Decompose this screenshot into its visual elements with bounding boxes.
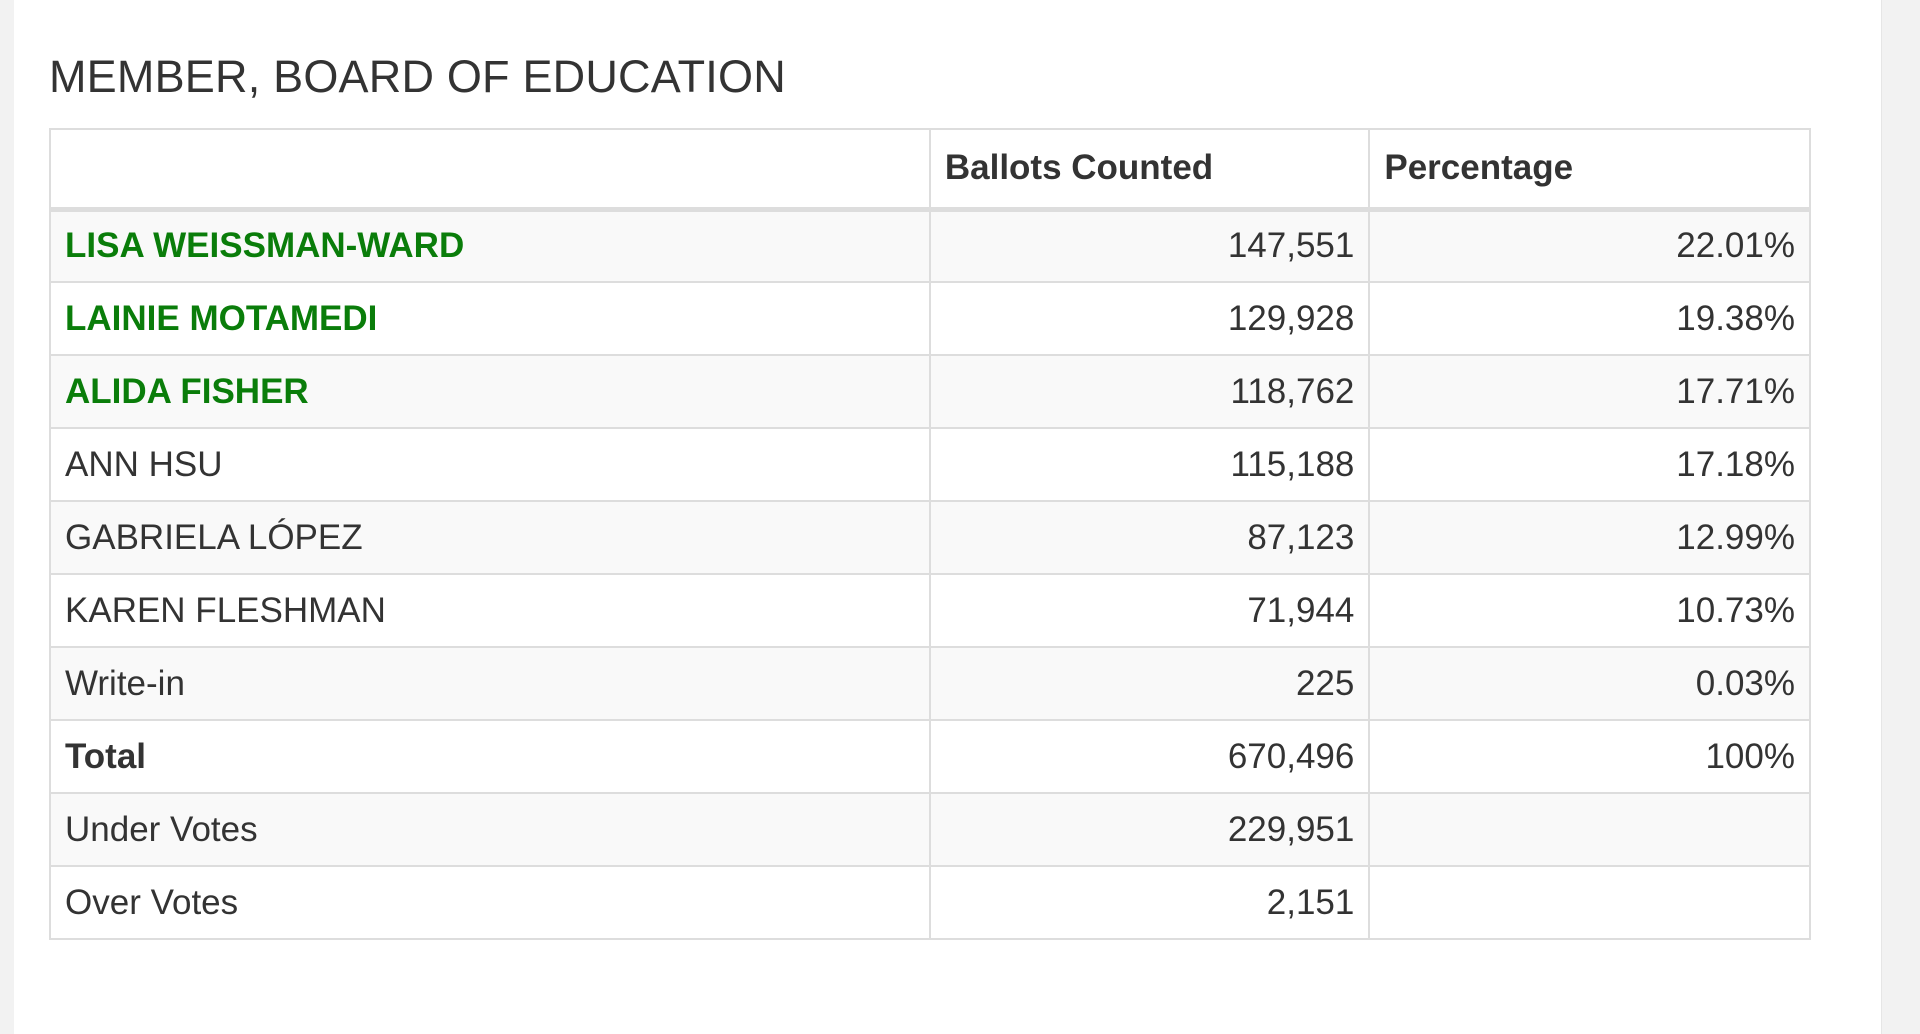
candidate-row: [50, 282, 1810, 355]
under-votes-label: Under Votes: [50, 793, 930, 866]
total-percentage: 100%: [1369, 720, 1810, 793]
candidate-row: [50, 647, 1810, 720]
percentage: 0.03%: [1369, 647, 1810, 720]
ballots-counted: 71,944: [930, 574, 1370, 647]
under-votes-ballots: 229,951: [930, 793, 1370, 866]
candidate-name: KAREN FLESHMAN: [50, 574, 930, 647]
total-ballots: 670,496: [930, 720, 1370, 793]
ballots-counted: 129,928: [930, 282, 1370, 355]
percentage: 22.01%: [1369, 209, 1810, 282]
ballots-counted: 115,188: [930, 428, 1370, 501]
over-votes-percentage: [1369, 866, 1810, 939]
ballots-counted: 118,762: [930, 355, 1370, 428]
candidate-name: ANN HSU: [50, 428, 930, 501]
ballots-counted: 147,551: [930, 209, 1370, 282]
over-votes-ballots: 2,151: [930, 866, 1370, 939]
under-votes-percentage: [1369, 793, 1810, 866]
candidate-name: LISA WEISSMAN-WARD: [50, 209, 930, 282]
over-votes-row: [50, 866, 1810, 939]
left-gutter: [0, 0, 14, 1034]
column-header-ballots-counted: Ballots Counted: [930, 129, 1370, 209]
ballots-counted: 225: [930, 647, 1370, 720]
contest-section: [49, 0, 1811, 922]
results-table: [49, 128, 1811, 940]
candidate-row: [50, 574, 1810, 647]
total-row: [50, 720, 1810, 793]
over-votes-label: Over Votes: [50, 866, 930, 939]
percentage: 10.73%: [1369, 574, 1810, 647]
ballots-counted: 87,123: [930, 501, 1370, 574]
candidate-row: [50, 428, 1810, 501]
candidate-row: [50, 209, 1810, 282]
candidate-row: [50, 355, 1810, 428]
percentage: 19.38%: [1369, 282, 1810, 355]
percentage: 17.18%: [1369, 428, 1810, 501]
percentage: 12.99%: [1369, 501, 1810, 574]
right-scroll-gutter: [1881, 0, 1920, 1034]
candidate-name: Write-in: [50, 647, 930, 720]
candidate-row: [50, 501, 1810, 574]
column-header-percentage: Percentage: [1369, 129, 1810, 209]
total-label: Total: [50, 720, 930, 793]
candidate-name: ALIDA FISHER: [50, 355, 930, 428]
candidate-name: LAINIE MOTAMEDI: [50, 282, 930, 355]
under-votes-row: [50, 793, 1810, 866]
table-header-row: [50, 129, 1810, 209]
contest-title: MEMBER, BOARD OF EDUCATION: [49, 51, 786, 102]
candidate-name: GABRIELA LÓPEZ: [50, 501, 930, 574]
column-header-candidate: [50, 129, 930, 209]
percentage: 17.71%: [1369, 355, 1810, 428]
